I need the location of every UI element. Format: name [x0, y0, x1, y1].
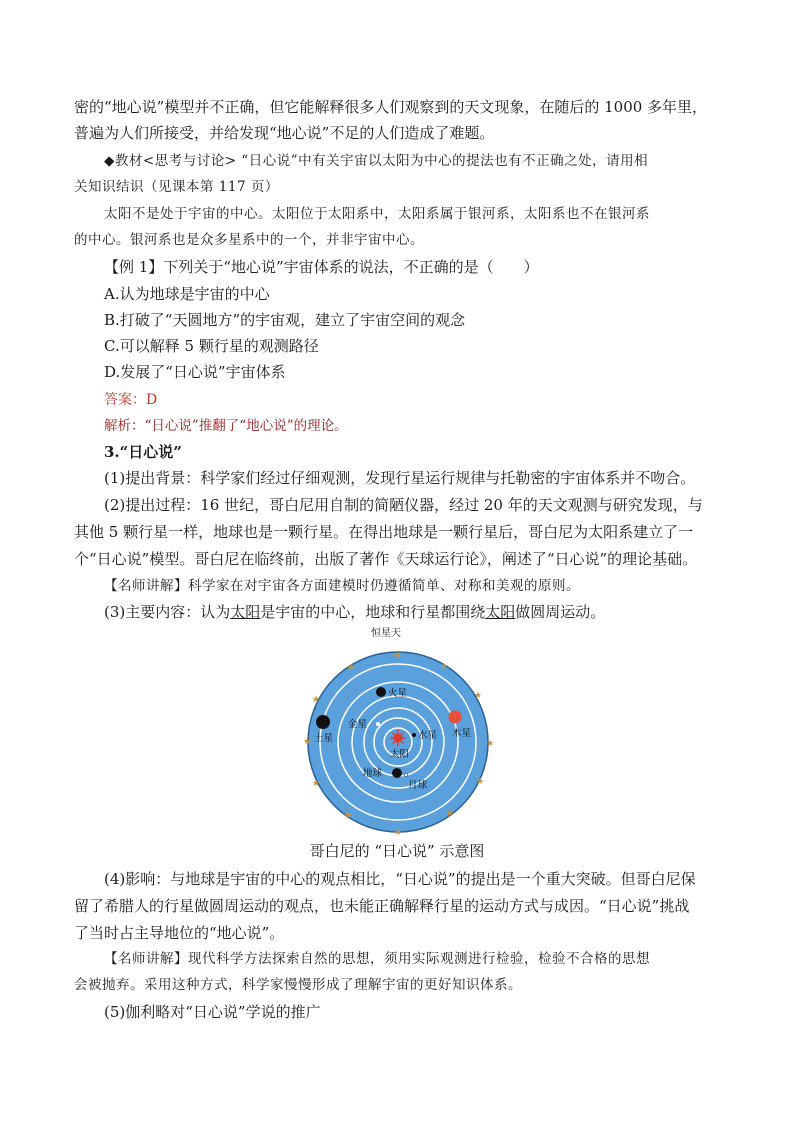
venus-planet — [376, 722, 380, 726]
svg-text:★: ★ — [445, 809, 455, 819]
paragraph-line: (5)伽利略对“日心说”学说的推广 — [104, 1003, 321, 1021]
paragraph-line: (4)影响：与地球是宇宙的中心的观点相比，“日心说”的提出是一个重大突破。但哥白尼保 — [104, 870, 696, 888]
paragraph-line: (1)提出背景：科学家们经过仔细观测，发现行星运行规律与托勒密的宇宙体系并不吻合。 — [104, 469, 696, 487]
label-earth: 地球 — [363, 768, 383, 779]
label-mars: 火星 — [388, 688, 408, 699]
teacher-note: 【名师讲解】现代科学方法探索自然的思想，须用实际观测进行检验，检验不合格的思想 — [104, 951, 650, 967]
paragraph-line: 了当时占主导地位的“地心说”。 — [74, 924, 285, 942]
teacher-note: 【名师讲解】科学家在对宇宙各方面建模时仍遵循简单、对称和美观的原则。 — [104, 578, 580, 594]
label-sun: 太阳 — [390, 749, 410, 760]
textbook-question: 关知识结识（见课本第 117 页） — [74, 179, 279, 195]
paragraph-line: 普遍为人们所接受，并给发现“地心说”不足的人们造成了难题。 — [74, 124, 495, 142]
heliocentric-diagram — [296, 626, 500, 836]
earth-planet — [392, 768, 402, 778]
mars-planet — [376, 687, 386, 697]
paragraph-line — [104, 601, 754, 623]
analysis-text: 解析：“日心说”推翻了“地心说”的理论。 — [104, 418, 348, 434]
saturn-planet — [316, 715, 330, 729]
teacher-note: 会被抛弃。采用这种方式，科学家慢慢形成了理解宇宙的更好知识体系。 — [74, 977, 522, 993]
diagram-caption: 哥白尼的 “日心说” 示意图 — [309, 842, 485, 860]
svg-text:★: ★ — [475, 777, 485, 787]
option-a: A.认为地球是宇宙的中心 — [104, 285, 270, 303]
jupiter-planet — [449, 711, 462, 724]
paragraph-line: (2)提出过程：16 世纪，哥白尼用自制的简陋仪器，经过 20 年的天文观测与研究发现，与 — [104, 496, 703, 514]
answer-text: 答案：D — [104, 392, 158, 408]
option-d: D.发展了“日心说”宇宙体系 — [104, 363, 286, 381]
svg-text:★: ★ — [485, 739, 495, 749]
text-segment: 做圆周运动。 — [515, 603, 606, 621]
paragraph-line: 个“日心说”模型。哥白尼在临终前，出版了著作《天球运行论》，阐述了“日心说”的理论基础。 — [74, 550, 698, 568]
moon-body — [404, 773, 407, 776]
option-b: B.打破了“天圆地方”的宇宙观，建立了宇宙空间的观念 — [104, 311, 466, 329]
textbook-answer: 的中心。银河系也是众多星系中的一个，并非宇宙中心。 — [74, 232, 424, 248]
mercury-planet — [412, 733, 416, 737]
svg-text:★: ★ — [473, 691, 483, 701]
label-mercury: 水星 — [418, 730, 438, 741]
label-jupiter: 木星 — [452, 728, 472, 739]
label-fixed-stars: 恒星天 — [371, 628, 401, 639]
svg-text:★: ★ — [343, 811, 353, 821]
diagram-svg — [296, 626, 500, 836]
svg-text:★: ★ — [393, 651, 403, 661]
svg-text:★: ★ — [393, 828, 403, 836]
paragraph-line: 留了希腊人的行星做圆周运动的观点，也未能正确解释行星的运动方式与成因。“日心说”挑战 — [74, 897, 690, 915]
option-c: C.可以解释 5 颗行星的观测路径 — [104, 337, 319, 355]
textbook-answer: 太阳不是处于宇宙的中心。太阳位于太阳系中，太阳系属于银河系，太阳系也不在银河系 — [104, 206, 650, 222]
example-question: 【例 1】下列关于“地心说”宇宙体系的说法，不正确的是（ ） — [104, 258, 539, 276]
text-segment: (3)主要内容：认为 — [104, 603, 231, 621]
label-moon: 月球 — [408, 780, 428, 791]
text-segment: 是宇宙的中心，地球和行星都围绕 — [260, 603, 486, 621]
svg-text:★: ★ — [302, 737, 312, 747]
underlined-term: 太阳 — [485, 603, 516, 621]
textbook-question: ◆教材<思考与讨论> “日心说”中有关宇宙以太阳为中心的提法也有不正确之处，请用相 — [104, 153, 649, 169]
svg-text:★: ★ — [346, 663, 356, 673]
svg-text:★: ★ — [311, 695, 321, 705]
paragraph-line: 其他 5 颗行星一样，地球也是一颗行星。在得出地球是一颗行星后，哥白尼为太阳系建立了一 — [74, 523, 694, 541]
underlined-term: 太阳 — [230, 603, 261, 621]
svg-text:★: ★ — [311, 779, 321, 789]
paragraph-line: 密的“地心说”模型并不正确，但它能解释很多人们观察到的天文现象，在随后的 1000 多年里， — [74, 98, 708, 116]
svg-text:★: ★ — [439, 662, 449, 672]
section-heading: 3.“日心说” — [104, 443, 182, 461]
label-saturn: 土星 — [314, 733, 334, 744]
label-venus: 金星 — [348, 719, 368, 730]
